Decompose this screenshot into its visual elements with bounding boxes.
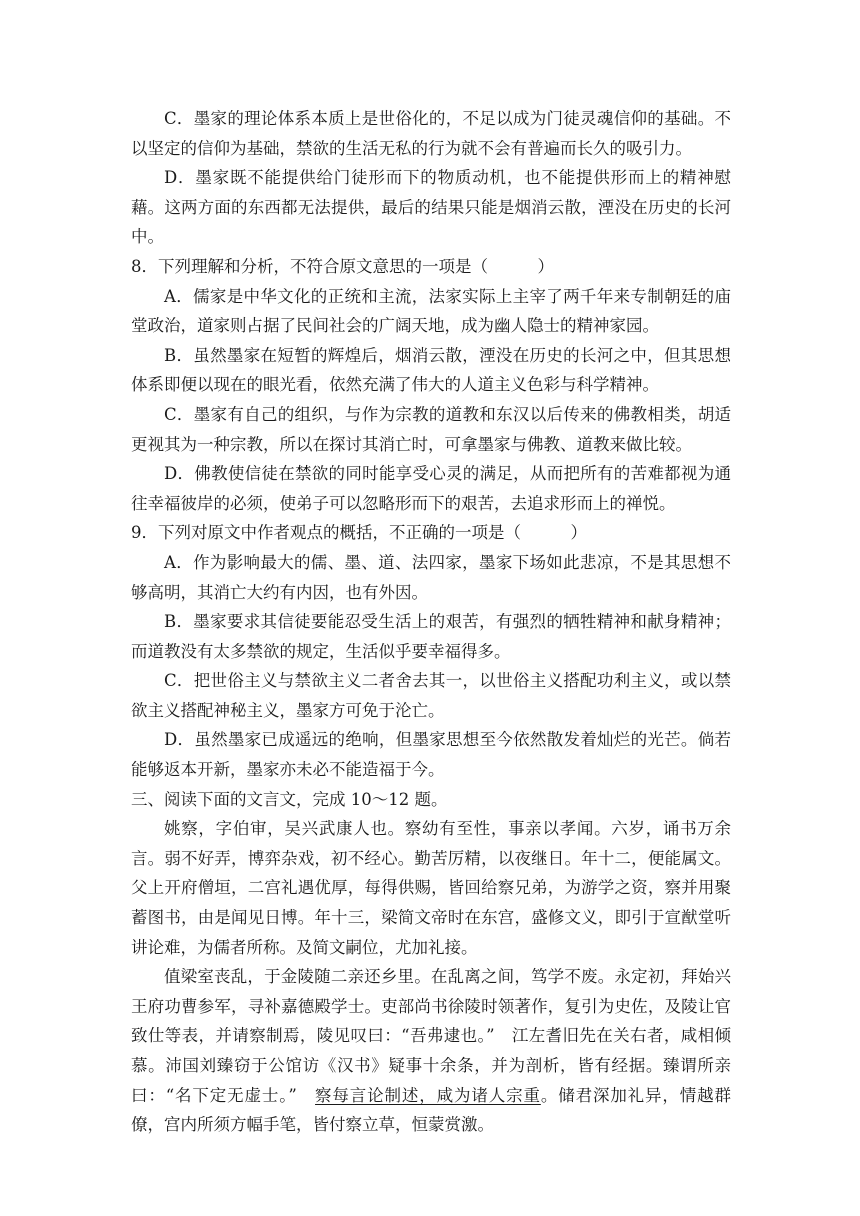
question-9: 9．下列对原文中作者观点的概括，不正确的一项是（ ）	[131, 523, 587, 543]
q8-option-a: A．儒家是中华文化的正统和主流，法家实际上主宰了两千年来专制朝廷的庙堂政治，道家则占据了民间社会的广阔天地，成为幽人隐士的精神家园。	[131, 286, 731, 336]
q8-option-c: C．墨家有自己的组织，与作为宗教的道教和东汉以后传来的佛教相类，胡适更视其为一种宗教，所以在探讨其消亡时，可拿墨家与佛教、道教来做比较。	[131, 404, 731, 454]
document-page	[131, 104, 731, 1140]
passage-text-end: 。储君深加礼异，情越群僚，宫内所须方幅手笔，皆付察立草，恒蒙赏激。	[131, 1085, 732, 1135]
q9-option-d: D．虽然墨家已成遥远的绝响，但墨家思想至今依然散发着灿烂的光芒。倘若能够返本开新，墨家亦未必不能造福于今。	[131, 730, 731, 780]
q8-option-b: B．虽然墨家在短暂的辉煌后，烟消云散，湮没在历史的长河之中，但其思想体系即便以现在的眼光看，依然充满了伟大的人道主义色彩与科学精神。	[131, 345, 731, 395]
classical-passage-paragraph-2	[131, 962, 731, 1140]
q7-option-c: C．墨家的理论体系本质上是世俗化的，不足以成为门徒灵魂信仰的基础。不以坚定的信仰为基础，禁欲的生活无私的行为就不会有普遍而长久的吸引力。	[131, 109, 731, 158]
underlined-sentence: 察每言论制述，咸为诸人宗重	[315, 1085, 541, 1105]
question-8: 8．下列理解和分析，不符合原文意思的一项是（ ）	[131, 256, 554, 276]
q8-option-d: D．佛教使信徒在禁欲的同时能享受心灵的满足，从而把所有的苦难都视为通往幸福彼岸的必须，使弟子可以忽略形而下的艰苦，去追求形而上的禅悦。	[131, 464, 731, 513]
passage-text: 值梁室丧乱，于金陵随二亲还乡里。在乱离之间，笃学不废。永定初，拜始兴王府功曹参军，寻补嘉德殿学士。吏部尚书徐陵时领著作，复引为史佐，及陵让官致仕等表，并请察制焉，陵见叹曰：“吾弗逮也。” 江左耆旧先在关右者，咸相倾慕。沛国刘臻窃于公馆访《汉书》疑事十余条，并为剖析，皆有经据。臻谓所亲曰：“名下定无虚士。”	[131, 967, 731, 1105]
q9-option-b: B．墨家要求其信徒要能忍受生活上的艰苦，有强烈的牺牲精神和献身精神；而道教没有太多禁欲的规定，生活似乎要幸福得多。	[131, 612, 731, 661]
section-3-heading: 三、阅读下面的文言文，完成 10～12 题。	[131, 789, 448, 809]
q9-option-a: A．作为影响最大的儒、墨、道、法四家，墨家下场如此悲凉，不是其思想不够高明，其消亡大约有内因，也有外因。	[131, 552, 731, 602]
q7-option-d: D．墨家既不能提供给门徒形而下的物质动机，也不能提供形而上的精神慰藉。这两方面的东西都无法提供，最后的结果只能是烟消云散，湮没在历史的长河中。	[131, 168, 731, 247]
q9-option-c: C．把世俗主义与禁欲主义二者舍去其一，以世俗主义搭配功利主义，或以禁欲主义搭配神秘主义，墨家方可免于沦亡。	[131, 671, 731, 720]
classical-passage-paragraph-1: 姚察，字伯审，吴兴武康人也。察幼有至性，事亲以孝闻。六岁，诵书万余言。弱不好弄，博弈杂戏，初不经心。勤苦厉精，以夜继日。年十二，便能属文。父上开府僧垣，二宫礼遇优厚，每得供赐，皆回给察兄弟，为游学之资，察并用聚蓄图书，由是闻见日博。年十三，梁简文帝时在东宫，盛修文义，即引于宣猷堂听讲论难，为儒者所称。及简文嗣位，尤加礼接。	[131, 819, 731, 957]
